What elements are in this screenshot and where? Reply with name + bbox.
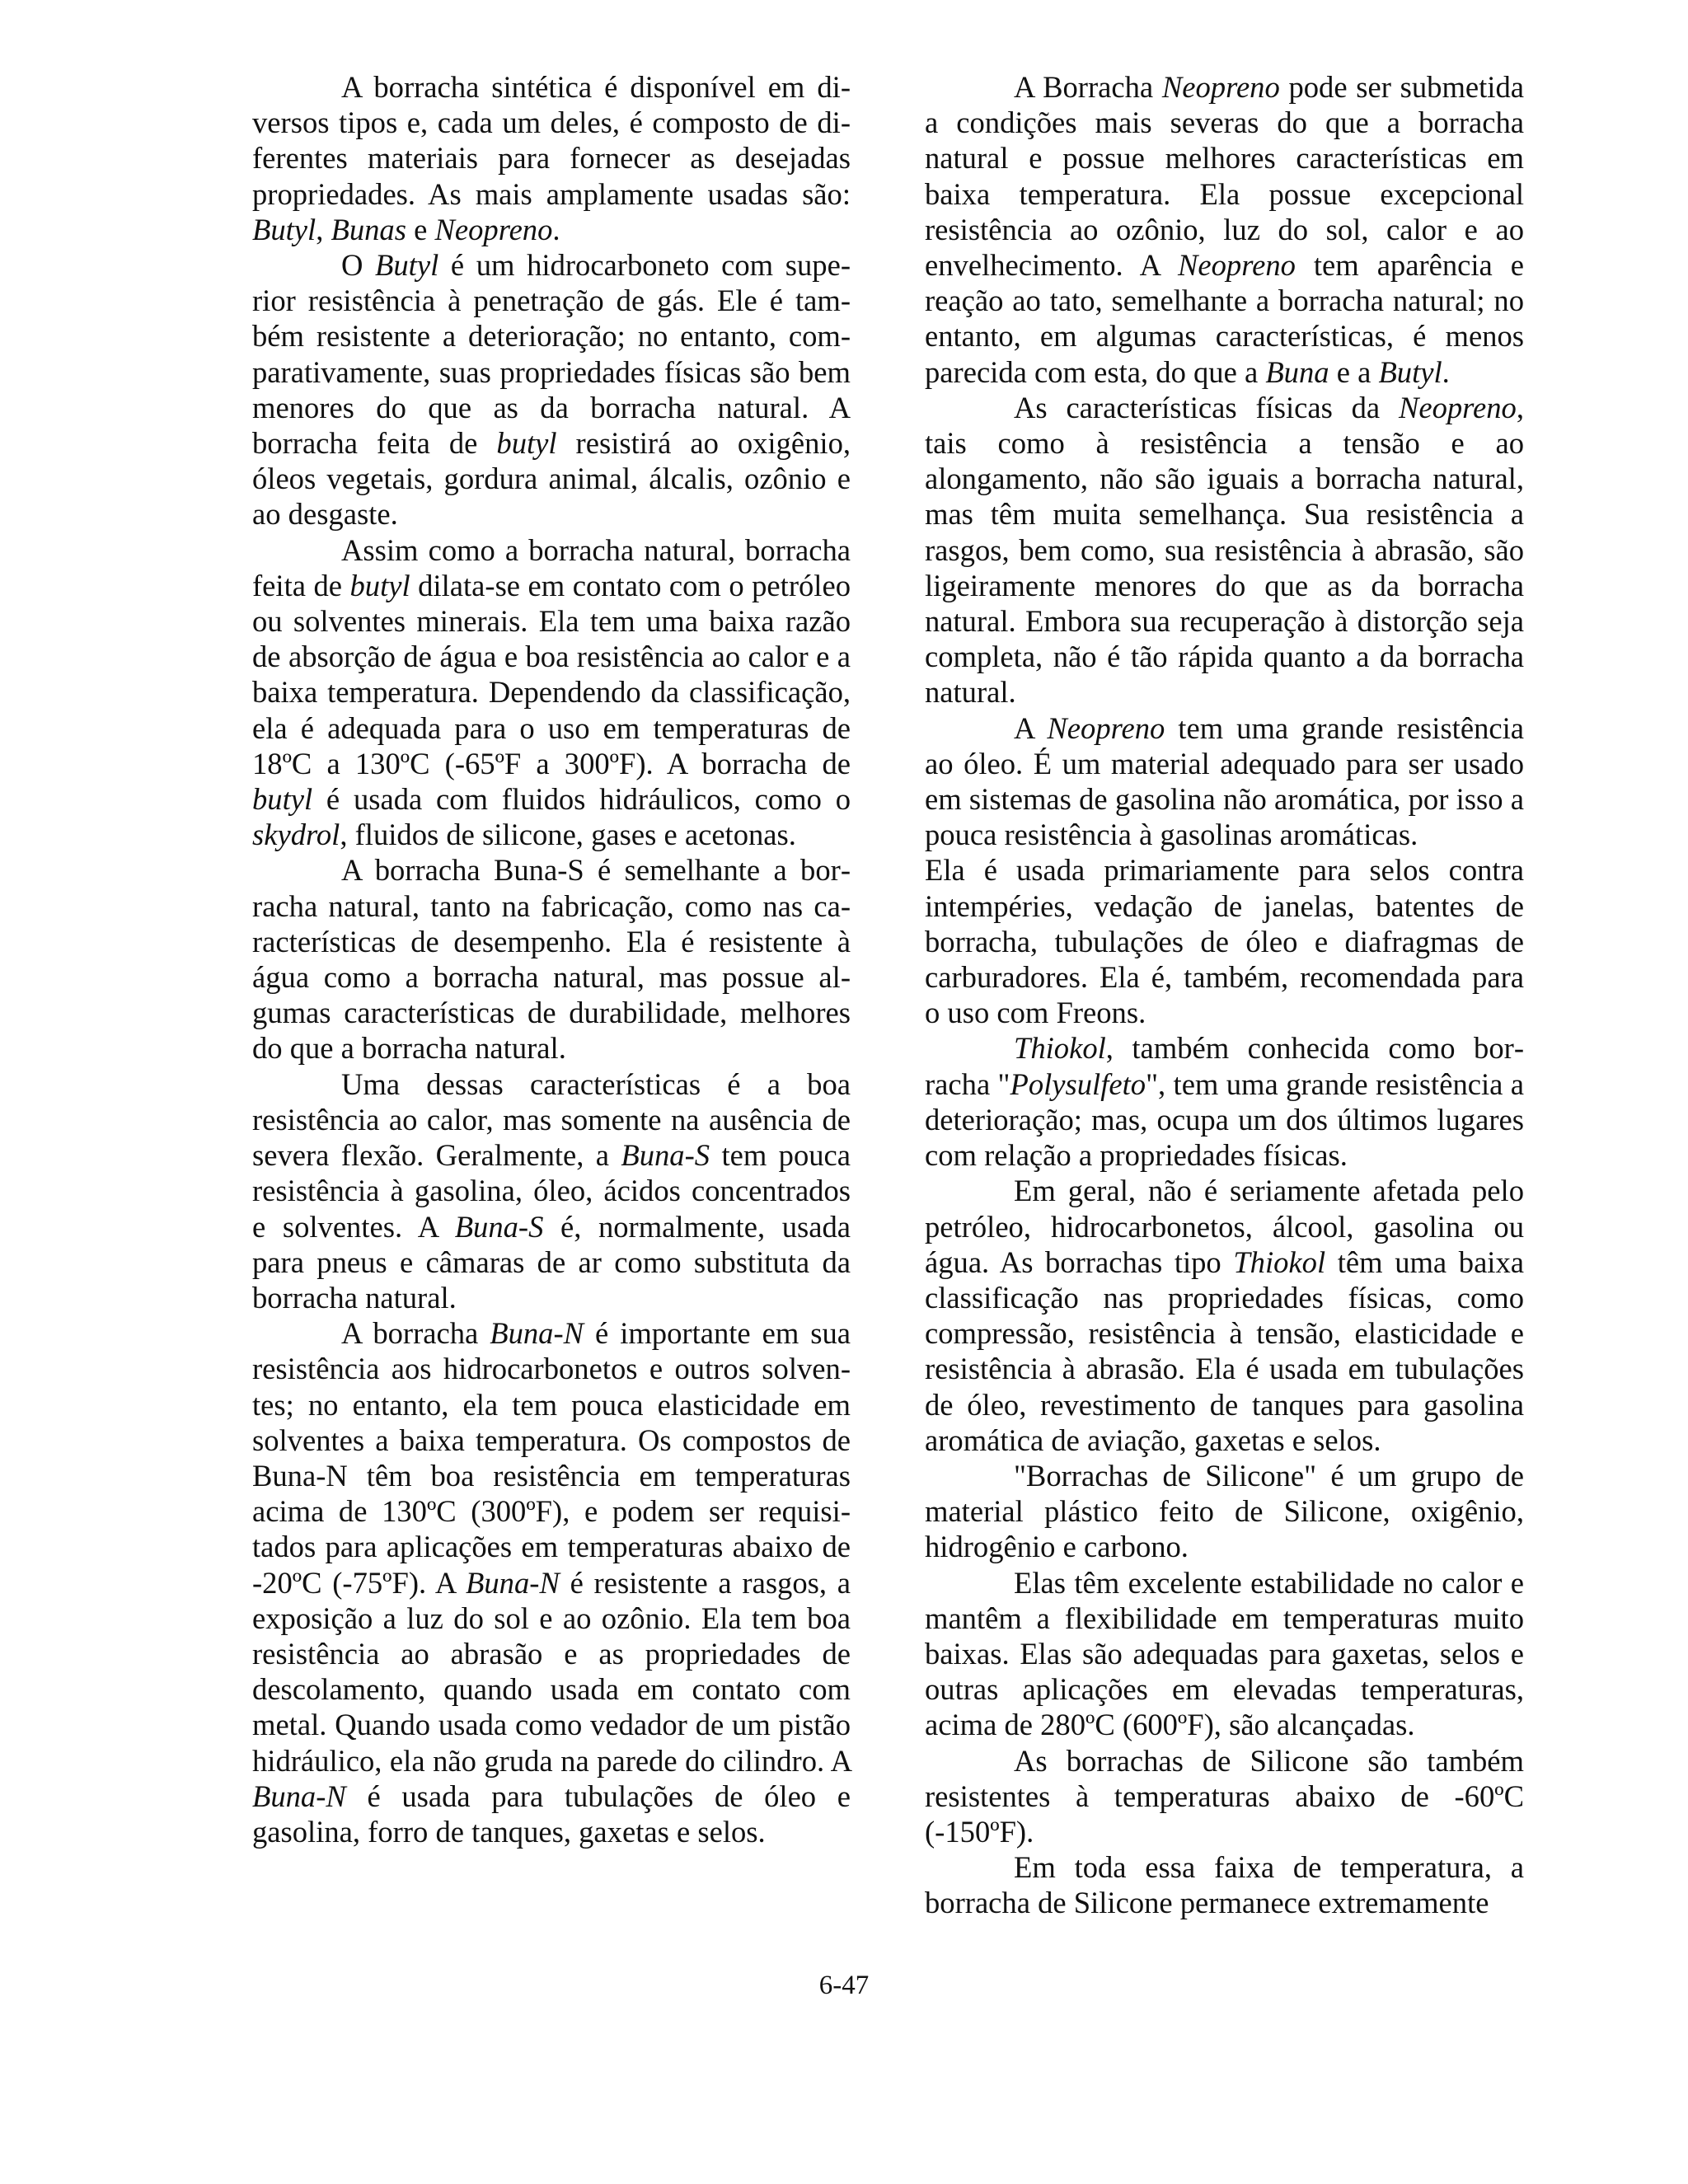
paragraph bbox=[252, 1066, 851, 1315]
paragraph bbox=[925, 852, 1524, 1030]
italic-term: butyl bbox=[349, 568, 410, 602]
italic-term: Buna-S bbox=[621, 1138, 710, 1173]
text-run: é resistente a rasgos, a exposição a luz do sol e ao ozônio. Ela tem boa resistência ao abrasão e as propriedades de descolamento, quando usada em contato com metal. Quando usada como vedador de um pistão hidráulico, ela não gruda na parede do cilindro. A bbox=[252, 1565, 851, 1778]
italic-term: butyl bbox=[496, 426, 557, 461]
text-run: é um hidrocarboneto com superior resistência à penetração de gás. Ele é também resistente a deterioração; no entanto, comparativamente, suas propriedades físicas são bem menores do que as da borracha natural. A borracha feita de bbox=[252, 248, 851, 461]
paragraph bbox=[925, 1173, 1524, 1458]
text-run: , tais como à resistência a tensão e ao alongamento, não são iguais a borracha natural, mas têm muita semelhança. Sua resistência a rasgos, bem como, sua resistência à abrasão, são ligeiramente menores do que as da borracha natural. Embora sua recuperação à distorção seja completa, não é tão rápida quanto a da borracha natural. bbox=[925, 390, 1524, 710]
text-run: Assim como a borracha natural, borracha feita de bbox=[252, 532, 851, 602]
text-run: Em toda essa faixa de temperatura, a borracha de Silicone permanece extremamente bbox=[925, 1850, 1524, 1920]
italic-term: Neopreno bbox=[1161, 70, 1280, 104]
text-run: é importante em sua resistência aos hidrocarbonetos e outros solventes; no entanto, ela tem pouca elasticidade em solventes a baixa temperatura. Os compostos de Buna-N têm boa resistência em temperaturas acima de 130ºC (300ºF), e podem ser requisitados para aplicações em temperaturas abaixo de -20ºC (-75ºF). A bbox=[252, 1316, 851, 1600]
italic-term: Thiokol bbox=[1233, 1244, 1326, 1279]
italic-term: Buna-N bbox=[466, 1565, 560, 1600]
text-run: tem aparência e reação ao tato, semelhante a borracha natural; no entanto, em algumas características, é menos parecida com esta, do que a bbox=[925, 248, 1524, 389]
text-run: A borracha bbox=[341, 1316, 490, 1351]
text-run: resistirá ao oxigênio, óleos vegetais, gordura animal, álcalis, ozônio e ao desgaste. bbox=[252, 426, 851, 532]
text-run: e bbox=[406, 212, 435, 246]
text-run: dilata-se em contato com o petróleo ou solventes minerais. Ela tem uma baixa razão de absorção de água e boa resistência ao calor e a baixa temperatura. Dependendo da classificação, ela é adequada para o uso em temperaturas de 18ºC a 130ºC (-65ºF a 300ºF). A borracha de bbox=[252, 568, 851, 780]
text-run: tem pouca resistência à gasolina, óleo, ácidos concentrados e solventes. A bbox=[252, 1138, 851, 1244]
text-run: é, normalmente, usada para pneus e câmaras de ar como substituta da borracha natural. bbox=[252, 1209, 851, 1315]
italic-term: Neopreno bbox=[1178, 248, 1296, 283]
right-column bbox=[925, 69, 1524, 1921]
text-run: O bbox=[341, 248, 376, 283]
paragraph bbox=[252, 532, 851, 853]
text-run: ", tem uma grande resistência a deterioração; mas, ocupa um dos últimos lugares com relação a propriedades físicas. bbox=[925, 1066, 1524, 1173]
text-run: Ela é usada primariamente para selos contra intempéries, vedação de janelas, batentes de borracha, tubulações de óleo e diafragmas de carburadores. Ela é, também, recomendada para o uso com Freons. bbox=[925, 853, 1524, 1030]
italic-term: Butyl bbox=[1378, 354, 1442, 389]
text-run: é usada para tubulações de óleo e gasolina, forro de tanques, gaxetas e selos. bbox=[252, 1779, 851, 1849]
text-run: , fluidos de silicone, gases e acetonas. bbox=[340, 818, 796, 852]
text-run: Uma dessas características é a boa resistência ao calor, mas somente na ausência de severa flexão. Geralmente, a bbox=[252, 1066, 851, 1173]
italic-term: Buna-N bbox=[490, 1316, 584, 1351]
paragraph bbox=[925, 69, 1524, 390]
italic-term: Butyl bbox=[375, 248, 439, 283]
paragraph bbox=[925, 1849, 1524, 1920]
italic-term: Neopreno bbox=[434, 212, 553, 246]
italic-term: Thiokol bbox=[1014, 1031, 1106, 1066]
paragraph bbox=[252, 69, 851, 247]
paragraph bbox=[252, 247, 851, 532]
text-run: . bbox=[1442, 354, 1450, 389]
text-run: A bbox=[1014, 710, 1048, 745]
italic-term: Polysulfeto bbox=[1010, 1066, 1146, 1101]
left-column bbox=[252, 69, 851, 1849]
italic-term: Buna-S bbox=[454, 1209, 544, 1244]
text-run: é usada com fluidos hidráulicos, como o bbox=[312, 782, 851, 817]
paragraph bbox=[925, 710, 1524, 853]
italic-term: Neopreno bbox=[1047, 710, 1165, 745]
paragraph bbox=[925, 1743, 1524, 1850]
italic-term: Bunas bbox=[331, 212, 406, 246]
text-run: Em geral, não é seriamente afetada pelo petróleo, hidrocarbonetos, álcool, gasolina ou água. As borrachas tipo bbox=[925, 1174, 1524, 1279]
text-run: pode ser submetida a condições mais severas do que a borracha natural e possue melhores características em baixa temperatura. Ela possue excepcional resistência ao ozônio, luz do sol, calor e ao envelhecimento. A bbox=[925, 70, 1524, 283]
italic-term: Buna-N bbox=[252, 1779, 346, 1813]
text-run: , também conhecida como borracha " bbox=[925, 1031, 1524, 1101]
paragraph bbox=[925, 1030, 1524, 1173]
text-run: têm uma baixa classificação nas propriedades físicas, como compressão, resistência à tensão, elasticidade e resistência à abrasão. Ela é usada em tubulações de óleo, revestimento de tanques para gasolina aromática de aviação, gaxetas e selos. bbox=[925, 1244, 1524, 1457]
paragraph bbox=[925, 390, 1524, 710]
text-run: , bbox=[316, 212, 331, 246]
paragraph bbox=[252, 852, 851, 1066]
text-run: Elas têm excelente estabilidade no calor e mantêm a flexibilidade em temperaturas muito baixas. Elas são adequadas para gaxetas, selos e outras aplicações em elevadas temperaturas, acima de 280ºC (600ºF), são alcançadas. bbox=[925, 1565, 1524, 1742]
italic-term: skydrol bbox=[252, 818, 340, 852]
page-number: 6-47 bbox=[818, 1971, 870, 2000]
paragraph bbox=[925, 1565, 1524, 1743]
text-run: As borrachas de Silicone são também resistentes à temperaturas abaixo de -60ºC (-150ºF). bbox=[925, 1743, 1524, 1849]
italic-term: Buna bbox=[1265, 354, 1329, 389]
paragraph bbox=[252, 1315, 851, 1849]
italic-term: Neopreno bbox=[1398, 390, 1517, 424]
text-run: A borracha Buna-S é semelhante a borracha natural, tanto na fabricação, como nas características de desempenho. Ela é resistente à água como a borracha natural, mas possue algumas características de durabilidade, melhores do que a borracha natural. bbox=[252, 853, 851, 1066]
text-run: A borracha sintética é disponível em diversos tipos e, cada um deles, é composto de diferentes materiais para fornecer as desejadas propriedades. As mais amplamente usadas são: bbox=[252, 70, 851, 211]
text-run: A Borracha bbox=[1014, 70, 1162, 104]
text-run: As características físicas da bbox=[1014, 390, 1399, 424]
paragraph bbox=[925, 1458, 1524, 1565]
text-run: e a bbox=[1329, 354, 1379, 389]
italic-term: Butyl bbox=[252, 212, 316, 246]
text-run: tem uma grande resistência ao óleo. É um material adequado para ser usado em sistemas de gasolina não aromática, por isso a pouca resistência à gasolinas aromáticas. bbox=[925, 710, 1525, 852]
italic-term: butyl bbox=[252, 782, 313, 817]
text-run: . bbox=[552, 212, 560, 246]
text-run: "Borrachas de Silicone" é um grupo de material plástico feito de Silicone, oxigênio, hidrogênio e carbono. bbox=[925, 1458, 1524, 1564]
